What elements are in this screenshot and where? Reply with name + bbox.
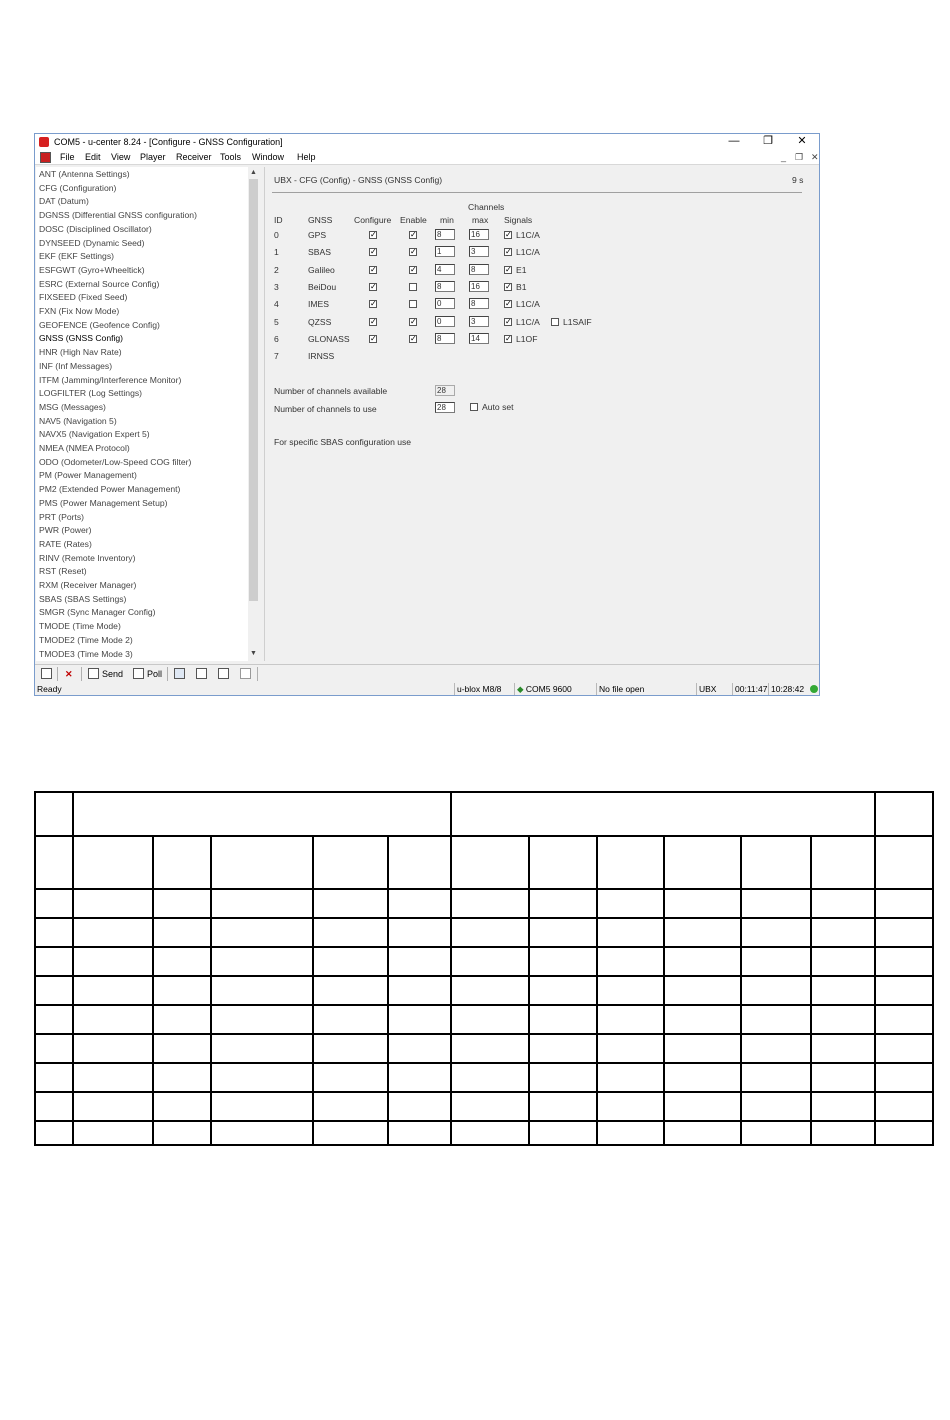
row-id: 4 (274, 299, 279, 310)
tree-item[interactable]: NAVX5 (Navigation Expert 5) (39, 429, 150, 440)
bottom-toolbar (35, 664, 819, 683)
gnss-config-panel (266, 167, 810, 661)
row-id: 5 (274, 316, 279, 327)
menu-bar (35, 150, 819, 165)
grid-line (34, 917, 934, 919)
min-channels-field[interactable]: 8 (435, 281, 455, 292)
menu-edit[interactable]: Edit (85, 152, 101, 162)
panel-header: UBX - CFG (Config) - GNSS (GNSS Config) (274, 175, 443, 185)
tree-item[interactable]: SMGR (Sync Manager Config) (39, 607, 156, 618)
enable-checkbox[interactable]: ✓ (410, 333, 417, 343)
signal-checkbox[interactable]: ✓ (505, 316, 512, 326)
min-channels-field[interactable]: 4 (435, 264, 455, 275)
scroll-up-icon[interactable]: ▲ (250, 169, 257, 176)
row-id: 3 (274, 281, 279, 292)
menu-view[interactable]: View (111, 152, 131, 162)
enable-checkbox[interactable]: ✓ (410, 247, 417, 257)
tree-item[interactable]: LOGFILTER (Log Settings) (39, 388, 143, 399)
app-icon (39, 137, 49, 147)
tree-item[interactable]: NMEA (NMEA Protocol) (39, 443, 130, 453)
grid-line (34, 1144, 934, 1146)
grid-line (34, 946, 934, 948)
grid-line (932, 791, 934, 1146)
status-port-label: COM5 9600 (525, 684, 572, 694)
sbas-note: For specific SBAS configuration use (274, 437, 412, 447)
tree-item[interactable]: DAT (Datum) (39, 196, 89, 207)
min-channels-field[interactable]: 8 (435, 229, 455, 240)
enable-checkbox[interactable]: ✓ (410, 316, 417, 326)
cancel-icon[interactable]: ✕ (65, 669, 73, 679)
row-gnss: IMES (308, 299, 330, 310)
channels-to-use-label: Number of channels to use (274, 404, 377, 414)
grid-line (874, 791, 876, 1146)
grid-line (596, 835, 598, 1146)
enable-checkbox[interactable] (409, 283, 417, 291)
tree-item[interactable]: PWR (Power) (39, 525, 92, 536)
link-status-icon (810, 685, 818, 693)
menu-file[interactable]: File (60, 152, 75, 162)
col-configure: Configure (354, 215, 392, 225)
title-bar[interactable] (35, 134, 819, 150)
status-elapsed: 00:11:47 (732, 683, 767, 695)
tree-item[interactable]: PM2 (Extended Power Management) (39, 484, 181, 495)
max-channels-field[interactable]: 16 (469, 229, 489, 240)
configure-checkbox[interactable]: ✓ (370, 316, 377, 326)
col-enable: Enable (400, 215, 427, 225)
layout-icon[interactable] (218, 668, 229, 679)
enable-checkbox[interactable]: ✓ (410, 264, 417, 274)
scroll-down-icon[interactable]: ▼ (250, 650, 257, 657)
col-min: min (440, 215, 454, 225)
tree-item[interactable]: INF (Inf Messages) (39, 360, 113, 371)
tree-item[interactable]: FXN (Fix Now Mode) (39, 306, 120, 316)
tree-item[interactable]: ITFM (Jamming/Interference Monitor) (39, 374, 182, 385)
row-id: 1 (274, 247, 279, 258)
tree-item[interactable]: RINV (Remote Inventory) (39, 552, 136, 563)
grid-line (34, 1091, 934, 1093)
grid-line (72, 791, 74, 1146)
empty-table-grid (34, 791, 934, 1146)
col-id: ID (274, 215, 283, 225)
message-age: 9 s (792, 175, 804, 185)
min-channels-field[interactable]: 1 (435, 246, 455, 257)
tree-item[interactable]: FIXSEED (Fixed Seed) (39, 292, 128, 303)
grid-line (312, 835, 314, 1146)
signal-checkbox[interactable] (551, 318, 559, 326)
tree-item[interactable]: CFG (Configuration) (39, 182, 117, 193)
window-title: COM5 - u-center 8.24 - [Configure - GNSS Configuration] (54, 137, 283, 147)
poll-icon[interactable] (133, 668, 144, 679)
max-channels-field[interactable]: 3 (469, 246, 489, 257)
tree-scrollbar[interactable] (248, 167, 259, 661)
toolbar-separator (167, 667, 168, 681)
signal-label: L1OF (516, 333, 538, 344)
row-id: 7 (274, 351, 279, 362)
channels-available-label: Number of channels available (274, 386, 388, 396)
col-max: max (472, 215, 489, 225)
max-channels-field[interactable]: 8 (469, 298, 489, 309)
toolbar-separator (257, 667, 258, 681)
tree-item[interactable]: TMODE3 (Time Mode 3) (39, 648, 133, 659)
status-protocol: UBX (696, 683, 729, 695)
tree-item[interactable]: RATE (Rates) (39, 538, 92, 549)
send-button[interactable]: Send (102, 669, 124, 679)
document-icon[interactable] (40, 152, 51, 163)
mdi-restore-button[interactable]: ❐ (795, 152, 804, 162)
tree-item[interactable]: TMODE2 (Time Mode 2) (39, 634, 133, 645)
signal-label: L1C/A (516, 247, 540, 258)
signal-checkbox[interactable]: ✓ (505, 264, 512, 274)
restore-button[interactable]: ❐ (763, 135, 773, 147)
enable-checkbox[interactable]: ✓ (410, 230, 417, 239)
u-center-window (34, 133, 820, 696)
signal-checkbox[interactable]: ✓ (505, 230, 512, 239)
grid-line (210, 835, 212, 1146)
connection-icon: ◆ (517, 684, 526, 694)
signal-label: B1 (516, 281, 527, 292)
toolbar-separator (57, 667, 58, 681)
row-id: 2 (274, 264, 279, 275)
status-port (514, 683, 593, 695)
row-gnss: GPS (308, 230, 327, 240)
message-tree[interactable] (36, 167, 250, 661)
configure-checkbox[interactable]: ✓ (370, 230, 377, 239)
grid-line (34, 791, 934, 793)
signal-label: L1C/A (516, 230, 540, 240)
channels-heading: Channels (468, 202, 505, 212)
tree-item[interactable]: ESRC (External Source Config) (39, 278, 160, 289)
status-file: No file open (596, 683, 694, 695)
grid-line (528, 835, 530, 1146)
enable-checkbox[interactable] (409, 300, 417, 308)
tree-item[interactable]: RST (Reset) (39, 566, 87, 577)
scroll-thumb[interactable] (249, 179, 258, 601)
pin-icon[interactable] (174, 668, 185, 679)
tree-item[interactable]: ANT (Antenna Settings) (39, 169, 130, 179)
mdi-minimize-button[interactable]: _ (781, 152, 787, 162)
grid-line (450, 791, 452, 1146)
signal-label: L1C/A (516, 299, 540, 310)
grid-line (152, 835, 154, 1146)
row-id: 0 (274, 230, 279, 240)
tree-item[interactable]: DOSC (Disciplined Oscillator) (39, 223, 152, 234)
tree-item[interactable]: PM (Power Management) (39, 470, 137, 481)
tree-item[interactable]: PMS (Power Management Setup) (39, 497, 168, 508)
tree-item[interactable]: PRT (Ports) (39, 511, 85, 522)
grid-icon[interactable] (240, 668, 251, 679)
tree-item[interactable]: TMODE (Time Mode) (39, 621, 121, 632)
min-channels-field[interactable]: 0 (435, 298, 455, 309)
row-id: 6 (274, 333, 279, 344)
signal-checkbox[interactable]: ✓ (505, 247, 512, 257)
lock-icon[interactable] (41, 668, 52, 679)
channels-to-use-field[interactable]: 28 (435, 402, 455, 413)
configure-checkbox[interactable]: ✓ (370, 333, 377, 343)
tree-item[interactable]: HNR (High Nav Rate) (39, 347, 122, 358)
auto-set-checkbox[interactable] (470, 403, 478, 411)
min-channels-field[interactable]: 0 (435, 316, 455, 327)
menu-window[interactable]: Window (252, 152, 285, 162)
mdi-close-button[interactable]: ✕ (811, 152, 819, 162)
col-signals: Signals (504, 215, 533, 225)
grid-line (810, 835, 812, 1146)
grid-line (34, 1033, 934, 1035)
grid-line (34, 1062, 934, 1064)
channels-available-field: 28 (435, 385, 455, 396)
max-channels-field[interactable]: 14 (469, 333, 489, 344)
configure-checkbox[interactable]: ✓ (370, 247, 377, 257)
grid-line (34, 888, 934, 890)
tree-item[interactable]: DGNSS (Differential GNSS configuration) (39, 210, 197, 221)
signal-checkbox[interactable]: ✓ (505, 281, 512, 291)
grid-line (34, 835, 934, 837)
grid-line (663, 835, 665, 1146)
configure-checkbox[interactable]: ✓ (370, 281, 377, 291)
poll-button[interactable]: Poll (147, 669, 163, 679)
grid-line (34, 975, 934, 977)
row-gnss: IRNSS (308, 351, 335, 362)
auto-set-label: Auto set (482, 402, 514, 412)
grid-line (34, 791, 36, 1146)
panel-scrollbar[interactable] (810, 167, 819, 661)
tree-item[interactable]: EKF (EKF Settings) (39, 251, 114, 262)
send-icon[interactable] (88, 668, 99, 679)
grid-line (34, 1004, 934, 1006)
tree-item[interactable]: GNSS (GNSS Config) (39, 333, 124, 344)
status-ready: Ready (37, 684, 62, 694)
grid-line (740, 835, 742, 1146)
menu-player[interactable]: Player (140, 152, 166, 162)
tree-item[interactable]: SBAS (SBAS Settings) (39, 593, 127, 604)
row-gnss: SBAS (308, 247, 331, 258)
menu-tools[interactable]: Tools (220, 152, 242, 162)
tree-item[interactable]: ESFGWT (Gyro+Wheeltick) (39, 264, 145, 275)
close-button[interactable]: ✕ (797, 135, 807, 147)
store-icon[interactable] (196, 668, 207, 679)
signal-label: E1 (516, 264, 527, 275)
signal-label: L1C/A (516, 316, 540, 327)
status-receiver: u-blox M8/8 (454, 683, 513, 695)
min-channels-field[interactable]: 8 (435, 333, 455, 344)
minimize-button[interactable]: — (728, 135, 740, 147)
tree-item[interactable]: RXM (Receiver Manager) (39, 580, 137, 590)
signal-checkbox[interactable]: ✓ (505, 333, 512, 343)
menu-receiver[interactable]: Receiver (176, 152, 212, 162)
configure-checkbox[interactable]: ✓ (370, 264, 377, 274)
signal-label: L1SAIF (563, 316, 592, 327)
pane-splitter[interactable] (259, 167, 265, 661)
row-gnss: Galileo (308, 264, 335, 275)
tree-item[interactable]: ODO (Odometer/Low-Speed COG filter) (39, 456, 192, 467)
status-bar (35, 683, 819, 695)
row-gnss: GLONASS (308, 333, 350, 344)
row-gnss: BeiDou (308, 281, 337, 292)
toolbar-separator (81, 667, 82, 681)
signal-checkbox[interactable]: ✓ (505, 299, 512, 309)
header-divider (272, 192, 802, 193)
grid-line (34, 1120, 934, 1122)
max-channels-field[interactable]: 8 (469, 264, 489, 275)
max-channels-field[interactable]: 3 (469, 316, 489, 327)
menu-help[interactable]: Help (297, 152, 316, 162)
tree-item[interactable]: GEOFENCE (Geofence Config) (39, 319, 160, 330)
tree-item[interactable]: DYNSEED (Dynamic Seed) (39, 237, 145, 248)
grid-line (387, 835, 389, 1146)
configure-checkbox[interactable]: ✓ (370, 299, 377, 309)
col-gnss: GNSS (308, 215, 333, 225)
status-clock: 10:28:42 (768, 683, 805, 695)
max-channels-field[interactable]: 16 (469, 281, 489, 292)
tree-item[interactable]: NAV5 (Navigation 5) (39, 415, 117, 426)
tree-item[interactable]: MSG (Messages) (39, 401, 106, 412)
row-gnss: QZSS (308, 316, 332, 327)
